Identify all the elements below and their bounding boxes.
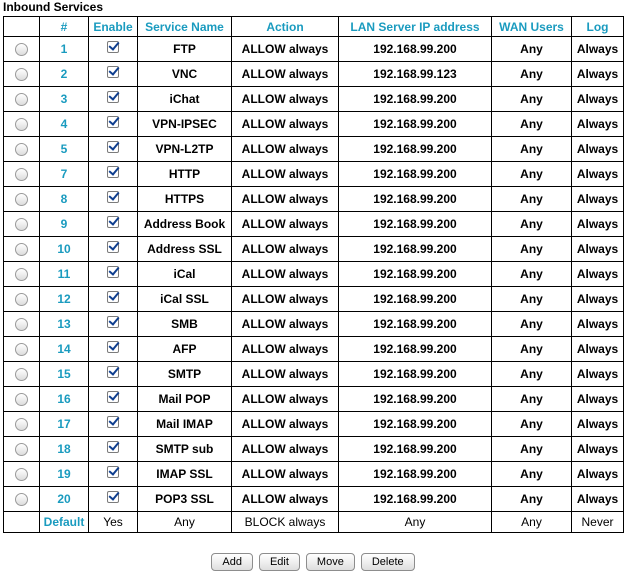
wan-users: Any [492,87,572,112]
row-select-cell [4,162,40,187]
wan-users: Any [492,37,572,62]
lan-server-ip: 192.168.99.200 [339,337,492,362]
rule-row [4,162,624,187]
col-header-number: # [40,17,89,37]
row-select-radio[interactable] [15,418,28,431]
wan-users: Any [492,487,572,512]
wan-users: Any [492,237,572,262]
row-select-radio[interactable] [15,168,28,181]
service-name: FTP [138,37,232,62]
log-setting: Always [572,412,624,437]
lan-server-ip: 192.168.99.200 [339,237,492,262]
rule-action: ALLOW always [232,337,339,362]
service-name: VNC [138,62,232,87]
enable-cell [89,37,138,62]
enable-checkbox[interactable] [107,491,119,503]
rule-number: 10 [40,237,89,262]
default-rule-row [4,512,624,533]
row-select-cell [4,287,40,312]
rule-row [4,62,624,87]
lan-server-ip: 192.168.99.200 [339,287,492,312]
wan-users: Any [492,212,572,237]
default-label: Default [40,512,89,533]
row-select-radio[interactable] [15,443,28,456]
rule-row [4,387,624,412]
col-header-lan-ip: LAN Server IP address [339,17,492,37]
service-name: SMB [138,312,232,337]
inbound-services-table [3,16,624,533]
row-select-radio[interactable] [15,368,28,381]
enable-cell [89,412,138,437]
enable-cell [89,112,138,137]
log-setting: Always [572,487,624,512]
enable-checkbox[interactable] [107,216,119,228]
rule-number: 12 [40,287,89,312]
delete-button[interactable]: Delete [361,553,415,571]
row-select-radio[interactable] [15,343,28,356]
enable-checkbox[interactable] [107,266,119,278]
row-select-cell [4,87,40,112]
row-select-cell [4,312,40,337]
row-select-cell [4,462,40,487]
row-select-cell [4,412,40,437]
service-name: iCal [138,262,232,287]
log-setting: Always [572,462,624,487]
row-select-cell [4,37,40,62]
default-log: Never [572,512,624,533]
service-name: POP3 SSL [138,487,232,512]
rule-number: 9 [40,212,89,237]
row-select-cell [4,387,40,412]
rule-row [4,437,624,462]
enable-checkbox[interactable] [107,41,119,53]
enable-cell [89,137,138,162]
row-select-radio[interactable] [15,393,28,406]
log-setting: Always [572,337,624,362]
rule-action: ALLOW always [232,137,339,162]
lan-server-ip: 192.168.99.200 [339,187,492,212]
rule-row [4,287,624,312]
log-setting: Always [572,162,624,187]
rule-action: ALLOW always [232,37,339,62]
section-title: Inbound Services [3,0,104,14]
row-select-cell [4,187,40,212]
log-setting: Always [572,262,624,287]
row-select-cell [4,437,40,462]
wan-users: Any [492,462,572,487]
row-select-cell [4,237,40,262]
enable-checkbox[interactable] [107,441,119,453]
service-name: AFP [138,337,232,362]
default-wan-users: Any [492,512,572,533]
enable-cell [89,212,138,237]
rule-number: 4 [40,112,89,137]
rule-row [4,487,624,512]
default-select-cell [4,512,40,533]
service-name: Address SSL [138,237,232,262]
lan-server-ip: 192.168.99.200 [339,137,492,162]
rule-number: 15 [40,362,89,387]
rule-number: 2 [40,62,89,87]
enable-checkbox[interactable] [107,116,119,128]
row-select-cell [4,337,40,362]
rule-number: 19 [40,462,89,487]
service-name: iChat [138,87,232,112]
enable-cell [89,312,138,337]
wan-users: Any [492,162,572,187]
row-select-radio[interactable] [15,93,28,106]
lan-server-ip: 192.168.99.200 [339,412,492,437]
lan-server-ip: 192.168.99.200 [339,87,492,112]
row-select-cell [4,262,40,287]
lan-server-ip: 192.168.99.200 [339,112,492,137]
log-setting: Always [572,437,624,462]
rule-action: ALLOW always [232,237,339,262]
rule-action: ALLOW always [232,312,339,337]
wan-users: Any [492,262,572,287]
rule-row [4,87,624,112]
action-buttons [0,553,626,571]
row-select-cell [4,487,40,512]
enable-cell [89,462,138,487]
enable-checkbox[interactable] [107,316,119,328]
col-header-service-name: Service Name [138,17,232,37]
col-header-select [4,17,40,37]
rule-row [4,262,624,287]
lan-server-ip: 192.168.99.200 [339,312,492,337]
row-select-cell [4,137,40,162]
row-select-cell [4,62,40,87]
rule-row [4,412,624,437]
rule-number: 1 [40,37,89,62]
lan-server-ip: 192.168.99.200 [339,212,492,237]
header-row [4,17,624,37]
wan-users: Any [492,62,572,87]
enable-checkbox[interactable] [107,241,119,253]
wan-users: Any [492,187,572,212]
wan-users: Any [492,387,572,412]
rule-action: ALLOW always [232,462,339,487]
rule-action: ALLOW always [232,62,339,87]
enable-checkbox[interactable] [107,166,119,178]
rule-row [4,362,624,387]
row-select-cell [4,362,40,387]
service-name: Address Book [138,212,232,237]
log-setting: Always [572,137,624,162]
wan-users: Any [492,337,572,362]
service-name: HTTPS [138,187,232,212]
rule-action: ALLOW always [232,362,339,387]
service-name: Mail POP [138,387,232,412]
wan-users: Any [492,437,572,462]
rule-row [4,337,624,362]
rule-number: 16 [40,387,89,412]
enable-cell [89,487,138,512]
default-service: Any [138,512,232,533]
enable-cell [89,337,138,362]
enable-checkbox[interactable] [107,291,119,303]
rule-row [4,112,624,137]
wan-users: Any [492,112,572,137]
wan-users: Any [492,412,572,437]
rule-action: ALLOW always [232,87,339,112]
row-select-radio[interactable] [15,268,28,281]
enable-checkbox[interactable] [107,366,119,378]
rule-row [4,312,624,337]
lan-server-ip: 192.168.99.200 [339,37,492,62]
rule-action: ALLOW always [232,387,339,412]
col-header-log: Log [572,17,624,37]
log-setting: Always [572,387,624,412]
add-button[interactable]: Add [211,553,253,571]
rule-action: ALLOW always [232,487,339,512]
rule-number: 11 [40,262,89,287]
col-header-action: Action [232,17,339,37]
row-select-radio[interactable] [15,293,28,306]
rule-action: ALLOW always [232,212,339,237]
rule-row [4,137,624,162]
log-setting: Always [572,312,624,337]
rule-row [4,237,624,262]
enable-cell [89,362,138,387]
log-setting: Always [572,62,624,87]
rule-number: 7 [40,162,89,187]
row-select-radio[interactable] [15,143,28,156]
enable-cell [89,262,138,287]
rule-row [4,212,624,237]
enable-cell [89,62,138,87]
wan-users: Any [492,287,572,312]
col-header-enable: Enable [89,17,138,37]
rule-number: 20 [40,487,89,512]
rule-action: ALLOW always [232,437,339,462]
service-name: SMTP sub [138,437,232,462]
wan-users: Any [492,312,572,337]
lan-server-ip: 192.168.99.123 [339,62,492,87]
enable-checkbox[interactable] [107,341,119,353]
rule-number: 8 [40,187,89,212]
service-name: iCal SSL [138,287,232,312]
rule-number: 17 [40,412,89,437]
row-select-radio[interactable] [15,243,28,256]
log-setting: Always [572,212,624,237]
rule-row [4,187,624,212]
service-name: Mail IMAP [138,412,232,437]
lan-server-ip: 192.168.99.200 [339,262,492,287]
enable-cell [89,287,138,312]
wan-users: Any [492,137,572,162]
rule-row [4,37,624,62]
enable-cell [89,437,138,462]
rule-number: 3 [40,87,89,112]
lan-server-ip: 192.168.99.200 [339,487,492,512]
log-setting: Always [572,237,624,262]
wan-users: Any [492,362,572,387]
enable-cell [89,87,138,112]
enable-cell [89,162,138,187]
enable-cell [89,187,138,212]
row-select-radio[interactable] [15,318,28,331]
rule-action: ALLOW always [232,162,339,187]
row-select-radio[interactable] [15,68,28,81]
log-setting: Always [572,187,624,212]
service-name: IMAP SSL [138,462,232,487]
enable-checkbox[interactable] [107,416,119,428]
enable-checkbox[interactable] [107,66,119,78]
rule-action: ALLOW always [232,412,339,437]
row-select-radio[interactable] [15,218,28,231]
log-setting: Always [572,112,624,137]
lan-server-ip: 192.168.99.200 [339,437,492,462]
enable-cell [89,237,138,262]
row-select-radio[interactable] [15,193,28,206]
log-setting: Always [572,362,624,387]
row-select-cell [4,112,40,137]
rule-number: 13 [40,312,89,337]
log-setting: Always [572,87,624,112]
row-select-radio[interactable] [15,118,28,131]
rule-number: 5 [40,137,89,162]
row-select-radio[interactable] [15,43,28,56]
service-name: VPN-IPSEC [138,112,232,137]
lan-server-ip: 192.168.99.200 [339,362,492,387]
default-ip: Any [339,512,492,533]
row-select-radio[interactable] [15,493,28,506]
log-setting: Always [572,37,624,62]
row-select-cell [4,212,40,237]
rule-action: ALLOW always [232,287,339,312]
lan-server-ip: 192.168.99.200 [339,462,492,487]
service-name: SMTP [138,362,232,387]
enable-checkbox[interactable] [107,141,119,153]
rule-row [4,462,624,487]
enable-checkbox[interactable] [107,91,119,103]
edit-button[interactable]: Edit [259,553,300,571]
enable-checkbox[interactable] [107,466,119,478]
rule-action: ALLOW always [232,112,339,137]
move-button[interactable]: Move [306,553,355,571]
row-select-radio[interactable] [15,468,28,481]
enable-cell [89,387,138,412]
service-name: VPN-L2TP [138,137,232,162]
log-setting: Always [572,287,624,312]
lan-server-ip: 192.168.99.200 [339,387,492,412]
default-action: BLOCK always [232,512,339,533]
rule-action: ALLOW always [232,187,339,212]
rule-number: 14 [40,337,89,362]
col-header-wan-users: WAN Users [492,17,572,37]
lan-server-ip: 192.168.99.200 [339,162,492,187]
enable-checkbox[interactable] [107,391,119,403]
rule-number: 18 [40,437,89,462]
enable-checkbox[interactable] [107,191,119,203]
default-enable: Yes [89,512,138,533]
rule-action: ALLOW always [232,262,339,287]
service-name: HTTP [138,162,232,187]
